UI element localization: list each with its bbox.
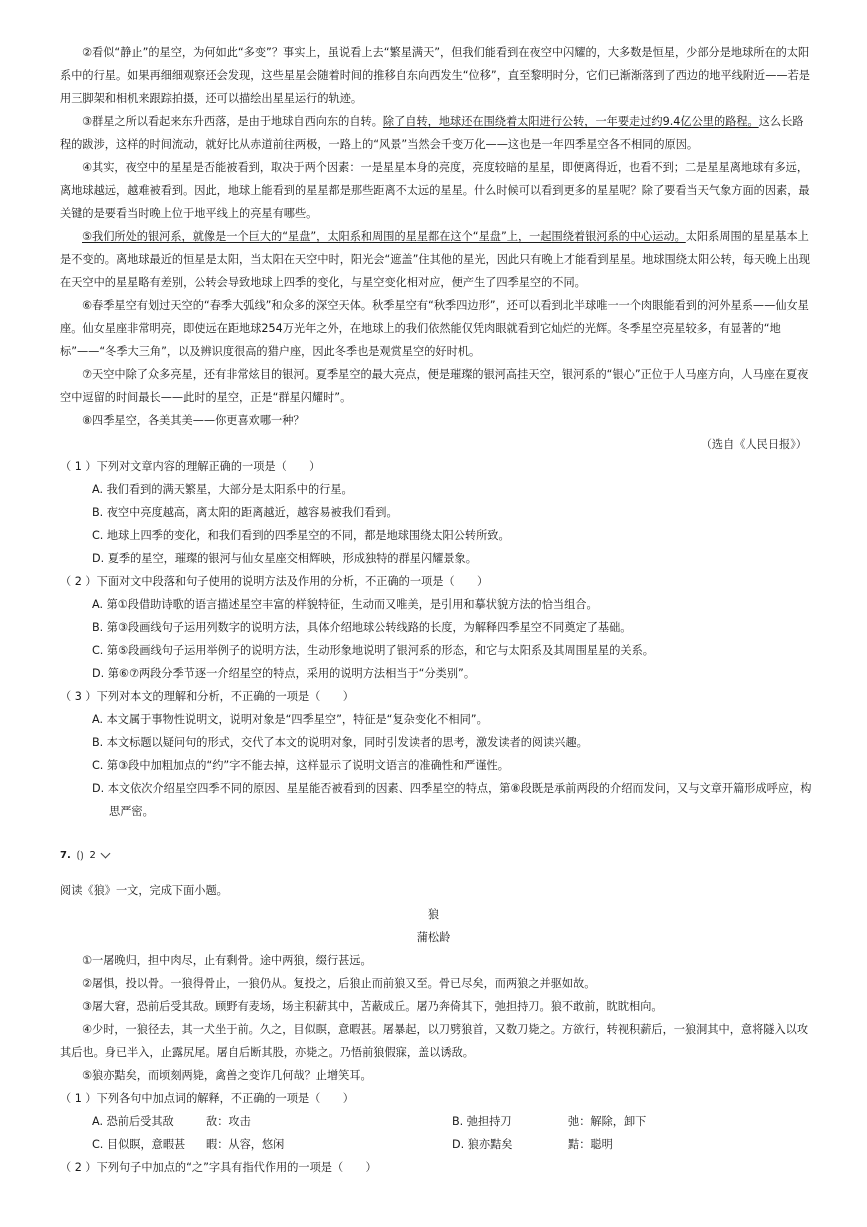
wolf-q1-option-d[interactable]: D. 狼亦黠矣 bbox=[452, 1138, 513, 1151]
question-7-header bbox=[60, 850, 109, 861]
score-value: 2 bbox=[89, 850, 96, 861]
paragraph-8: ⑧四季星空，各美其美——你更喜欢哪一种？ bbox=[82, 414, 305, 427]
question-3-option-c[interactable]: C. 第③段中加粗加点的“约”字不能去掉，这样显示了说明文语言的准确性和严谨性。 bbox=[92, 759, 509, 772]
question-3-option-b[interactable]: B. 本文标题以疑问句的形式，交代了本文的说明对象，同时引发读者的思考，激发读者的阅读兴趣。 bbox=[92, 736, 588, 749]
question-3-stem: （ 3 ）下列对本文的理解和分析，不正确的一项是（ ） bbox=[60, 690, 354, 703]
question-2-option-c[interactable]: C. 第⑤段画线句子运用举例子的说明方法，生动形象地说明了银河系的形态，和它与太阳系及其周围星星的关系。 bbox=[92, 644, 654, 657]
paragraph-6: ⑥春季星空有划过天空的“春季大弧线”和众多的深空天体。秋季星空有“秋季四边形”，还可以看到北半球唯一一个肉眼能看到的河外星系——仙女星座。仙女星座非常明亮，即使远在距地球254万光年之外，在地球上的我们依然能仅凭肉眼就看到它灿烂的光辉。冬季星空亮星较多，有显著的“地标”——“冬季大三角”，以及辨识度很高的猎户座，因此冬季也是观赏星空的好时机。 bbox=[60, 299, 809, 358]
bookmark-icon[interactable]: ⟮⟯ bbox=[76, 850, 84, 861]
wolf-q1-option-c[interactable]: C. 目似瞑，意暇甚 bbox=[92, 1138, 186, 1151]
question-3-option-d[interactable]: D. 本文依次介绍星空四季不同的原因、星星能否被看到的因素、四季星空的特点，第⑧段既是承前两段的介绍而发问，又与文章开篇形成呼应，构思严密。 bbox=[92, 782, 812, 818]
wolf-paragraph-5: ⑤狼亦黠矣，而顷刻两毙，禽兽之变诈几何哉？止增笑耳。 bbox=[82, 1069, 372, 1082]
question-2-option-b[interactable]: B. 第③段画线句子运用列数字的说明方法，具体介绍地球公转线路的长度，为解释四季星空不同奠定了基础。 bbox=[92, 621, 632, 634]
question-3-option-a[interactable]: A. 本文属于事物性说明文，说明对象是“四季星空”，特征是“复杂变化不相同”。 bbox=[92, 713, 488, 726]
poem-author: 蒲松龄 bbox=[416, 931, 451, 944]
question-1-option-b[interactable]: B. 夜空中亮度越高，离太阳的距离越近，越容易被我们看到。 bbox=[92, 506, 398, 519]
wolf-paragraph-4: ④少时，一狼径去，其一犬坐于前。久之，目似瞑，意暇甚。屠暴起，以刀劈狼首，又数刀毙之。方欲行，转视积薪后，一狼洞其中，意将隧入以攻其后也。身已半入，止露尻尾。屠自后断其股，亦毙之。乃悟前狼假寐，盖以诱敌。 bbox=[60, 1023, 809, 1059]
question-2-option-d[interactable]: D. 第⑥⑦两段分季节逐一介绍星空的特点，采用的说明方法相当于“分类别”。 bbox=[92, 667, 476, 680]
question-1-option-c[interactable]: C. 地球上四季的变化，和我们看到的四季星空的不同，都是地球围绕太阳公转所致。 bbox=[92, 529, 510, 542]
wolf-q1-option-a[interactable]: A. 恐前后受其敌 bbox=[92, 1115, 174, 1128]
question-2-stem: （ 2 ）下面对文中段落和句子使用的说明方法及作用的分析，不正确的一项是（ ） bbox=[60, 575, 489, 588]
wolf-q1-option-b-explanation: 弛：解除，卸下 bbox=[568, 1115, 647, 1128]
wolf-question-1-stem: （ 1 ）下列各句中加点词的解释，不正确的一项是（ ） bbox=[60, 1092, 354, 1105]
question-7-intro: 阅读《狼》一文，完成下面小题。 bbox=[60, 884, 228, 897]
paragraph-3: ③群星之所以看起来东升西落，是由于地球自西向东的自转。除了自转，地球还在围绕着太阳进行公转，一年要走过约9.4亿公里的路程。这么长路程的跋涉，这样的时间流动，就好比从赤道前往两极，一路上的“风景”当然会千变万化——这也是一年四季星空各不相同的原因。 bbox=[60, 115, 804, 151]
question-2-option-a[interactable]: A. 第①段借助诗歌的语言描述星空丰富的样貌特征，生动而又唯美，是引用和摹状貌方法的恰当组合。 bbox=[92, 598, 598, 611]
question-1-option-d[interactable]: D. 夏季的星空，璀璨的银河与仙女星座交相辉映，形成独特的群星闪耀景象。 bbox=[92, 552, 477, 565]
chevron-down-icon[interactable] bbox=[100, 849, 110, 859]
question-number: 7. bbox=[60, 850, 71, 861]
paragraph-2: ②看似“静止”的星空，为何如此“多变”？事实上，虽说看上去“繁星满天”，但我们能看到在夜空中闪耀的，大多数是恒星，少部分是地球所在的太阳系中的行星。如果再细细观察还会发现，这些星星会随着时间的推移自东向西发生“位移”，直至黎明时分，它们已渐渐落到了西边的地平线附近——若是用三脚架和相机来跟踪拍摄，还可以描绘出星星运行的轨迹。 bbox=[60, 46, 810, 105]
question-1-stem: （ 1 ）下列对文章内容的理解正确的一项是（ ） bbox=[60, 460, 321, 473]
source-citation: （选自《人民日报》） bbox=[700, 438, 807, 451]
paragraph-4: ④其实，夜空中的星星是否能被看到，取决于两个因素：一是星星本身的亮度，亮度较暗的星星，即便离得近，也看不到；二是星星离地球有多远，离地球越远，越难被看到。因此，地球上能看到的星星都是那些距离不太远的星星。什么时候可以看到更多的星星呢？除了要看当天气象方面的因素，最关键的是要看当时晚上位于地平线上的亮星有哪些。 bbox=[60, 161, 810, 220]
paragraph-7: ⑦天空中除了众多亮星，还有非常炫目的银河。夏季星空的最大亮点，便是璀璨的银河高挂天空，银河系的“银心”正位于人马座方向，人马座在夏夜空中逗留的时间最长——此时的星空，正是“群星闪耀时”。 bbox=[60, 368, 809, 404]
poem-title: 狼 bbox=[427, 908, 440, 921]
underlined-sentence-p5: ⑤我们所处的银河系，就像是一个巨大的“星盘”，太阳系和周围的星星都在这个“星盘”上，一起围绕着银河系的中心运动。 bbox=[82, 230, 686, 243]
wolf-q1-option-d-explanation: 黠：聪明 bbox=[568, 1138, 613, 1151]
wolf-q1-option-a-explanation: 敌：攻击 bbox=[206, 1115, 251, 1128]
wolf-q1-option-c-explanation: 暇：从容，悠闲 bbox=[206, 1138, 285, 1151]
wolf-paragraph-3: ③屠大窘，恐前后受其敌。顾野有麦场，场主积薪其中，苫蔽成丘。屠乃奔倚其下，弛担持刀。狼不敢前，眈眈相向。 bbox=[82, 1000, 663, 1013]
question-1-option-a[interactable]: A. 我们看到的满天繁星，大部分是太阳系中的行星。 bbox=[92, 483, 353, 496]
wolf-paragraph-2: ②屠惧，投以骨。一狼得骨止，一狼仍从。复投之，后狼止而前狼又至。骨已尽矣，而两狼之并驱如故。 bbox=[82, 977, 596, 990]
underlined-sentence-p3: 除了自转，地球还在围绕着太阳进行公转，一年要走过约9.4亿公里的路程。 bbox=[382, 115, 759, 128]
wolf-paragraph-1: ①一屠晚归，担中肉尽，止有剩骨。途中两狼，缀行甚远。 bbox=[82, 954, 372, 967]
paragraph-5: ⑤我们所处的银河系，就像是一个巨大的“星盘”，太阳系和周围的星星都在这个“星盘”上，一起围绕着银河系的中心运动。太阳系周围的星星基本上是不变的。离地球最近的恒星是太阳，当太阳在天空中时，阳光会“遮盖”住其他的星光，因此只有晚上才能看到星星。地球围绕太阳公转，每天晚上出现在天空中的星星略有差别，公转会导致地球上四季的变化，与星空变化相对应，便产生了四季星空的不同。 bbox=[60, 230, 810, 289]
wolf-question-2-stem: （ 2 ）下列句子中加点的“之”字具有指代作用的一项是（ ） bbox=[60, 1161, 377, 1174]
wolf-q1-option-b[interactable]: B. 弛担持刀 bbox=[452, 1115, 512, 1128]
